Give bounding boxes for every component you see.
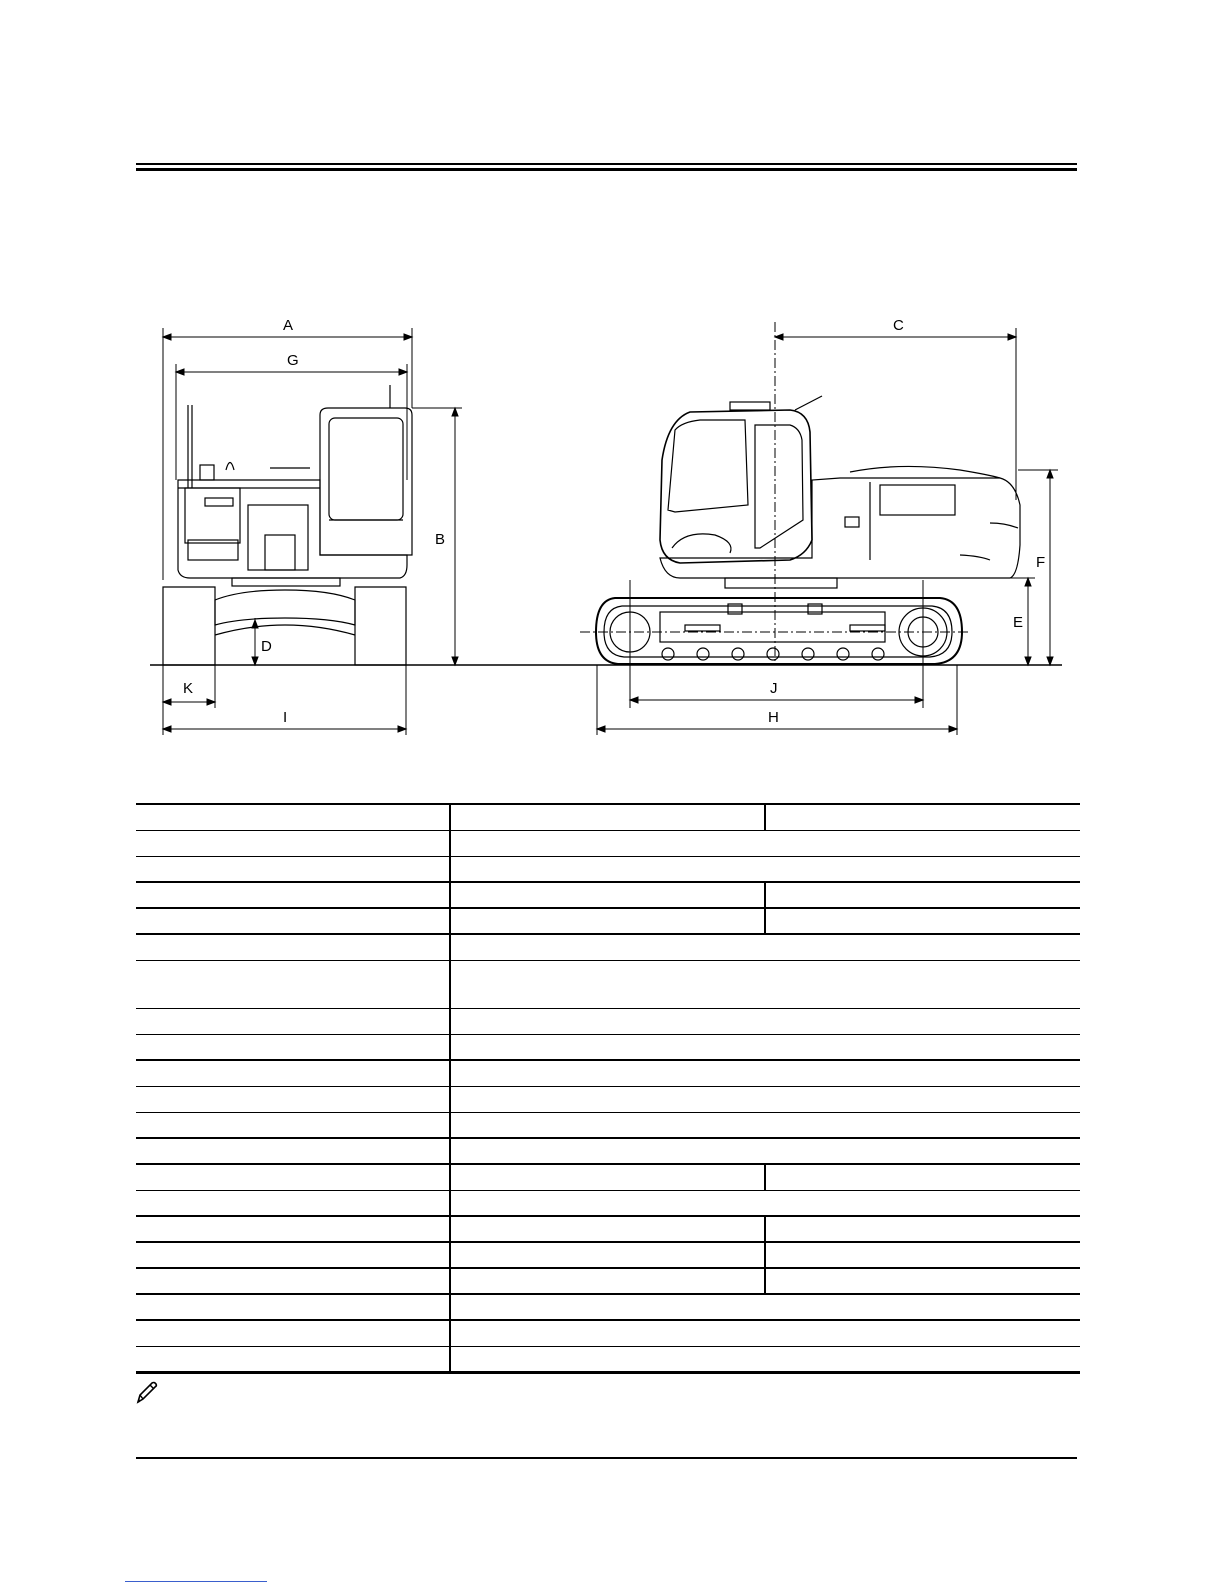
table-cell-value (450, 1086, 1080, 1112)
side-view-dimensions (580, 322, 1058, 735)
table-cell-label (136, 960, 450, 1008)
table-cell-value (765, 1242, 1080, 1268)
table-row (136, 1346, 1080, 1372)
table-cell-value (450, 908, 766, 934)
table-cell-label (136, 1294, 450, 1320)
table-row (136, 804, 1080, 830)
table-row (136, 1242, 1080, 1268)
dim-label-f: F (1036, 554, 1046, 571)
table-cell-value (765, 804, 1080, 830)
table-cell-label (136, 1242, 450, 1268)
table-row (136, 1112, 1080, 1138)
table-cell-value (765, 908, 1080, 934)
table-row (136, 830, 1080, 856)
table-row (136, 1294, 1080, 1320)
table-cell-label (136, 1138, 450, 1164)
pencil-icon (134, 1380, 158, 1406)
table-row (136, 960, 1080, 1008)
table-cell-value (450, 856, 1080, 882)
table-cell-value (765, 1268, 1080, 1294)
specification-table (136, 803, 1080, 1374)
table-cell-value (450, 1216, 766, 1242)
table-cell-value (450, 960, 1080, 1008)
side-view (596, 396, 1020, 664)
table-row (136, 856, 1080, 882)
dim-label-a: A (283, 317, 294, 334)
table-cell-value (450, 804, 766, 830)
table-row (136, 1268, 1080, 1294)
table-cell-label (136, 1164, 450, 1190)
table-cell-value (450, 882, 766, 908)
table-cell-value (765, 1216, 1080, 1242)
table-cell-value (450, 1008, 1080, 1034)
dim-label-b: B (435, 531, 446, 548)
table-row (136, 1138, 1080, 1164)
table-cell-label (136, 934, 450, 960)
table-cell-label (136, 1112, 450, 1138)
table-cell-value (450, 1294, 1080, 1320)
dim-label-h: H (768, 709, 779, 726)
footer-link-underline (125, 1581, 267, 1582)
front-view-dimensions (163, 328, 462, 735)
table-cell-value (450, 1138, 1080, 1164)
dim-label-e: E (1013, 614, 1024, 631)
table-row (136, 1086, 1080, 1112)
table-cell-value (450, 1034, 1080, 1060)
table-cell-value (450, 1320, 1080, 1346)
table-cell-label (136, 804, 450, 830)
table-cell-label (136, 856, 450, 882)
table-cell-label (136, 1008, 450, 1034)
table-row (136, 1060, 1080, 1086)
table-cell-label (136, 1190, 450, 1216)
table-cell-label (136, 1216, 450, 1242)
front-view (163, 385, 412, 665)
table-cell-label (136, 882, 450, 908)
table-cell-value (450, 1164, 766, 1190)
excavator-dimension-drawing (0, 0, 1224, 780)
dim-label-i: I (283, 709, 288, 726)
table-cell-value (450, 934, 1080, 960)
dim-label-d: D (261, 638, 272, 655)
table-cell-value (450, 1346, 1080, 1372)
table-row (136, 882, 1080, 908)
table-cell-value (450, 1242, 766, 1268)
table-cell-value (765, 1164, 1080, 1190)
dim-label-k: K (183, 680, 194, 697)
table-cell-value (450, 1060, 1080, 1086)
table-cell-label (136, 1086, 450, 1112)
table-cell-value (450, 1268, 766, 1294)
table-row (136, 1320, 1080, 1346)
table-cell-label (136, 908, 450, 934)
table-cell-value (765, 882, 1080, 908)
dim-label-j: J (770, 680, 778, 697)
footer-rule (136, 1457, 1077, 1459)
table-cell-label (136, 1060, 450, 1086)
table-row (136, 1008, 1080, 1034)
dim-label-c: C (893, 317, 904, 334)
table-cell-value (450, 830, 1080, 856)
dim-label-g: G (287, 352, 299, 369)
table-cell-label (136, 1346, 450, 1372)
table-row (136, 1164, 1080, 1190)
table-cell-label (136, 1034, 450, 1060)
table-cell-value (450, 1190, 1080, 1216)
table-row (136, 908, 1080, 934)
table-cell-value (450, 1112, 1080, 1138)
table-row (136, 1034, 1080, 1060)
table-row (136, 1216, 1080, 1242)
table-cell-label (136, 1268, 450, 1294)
table-cell-label (136, 830, 450, 856)
table-cell-label (136, 1320, 450, 1346)
table-row (136, 1190, 1080, 1216)
table-row (136, 934, 1080, 960)
